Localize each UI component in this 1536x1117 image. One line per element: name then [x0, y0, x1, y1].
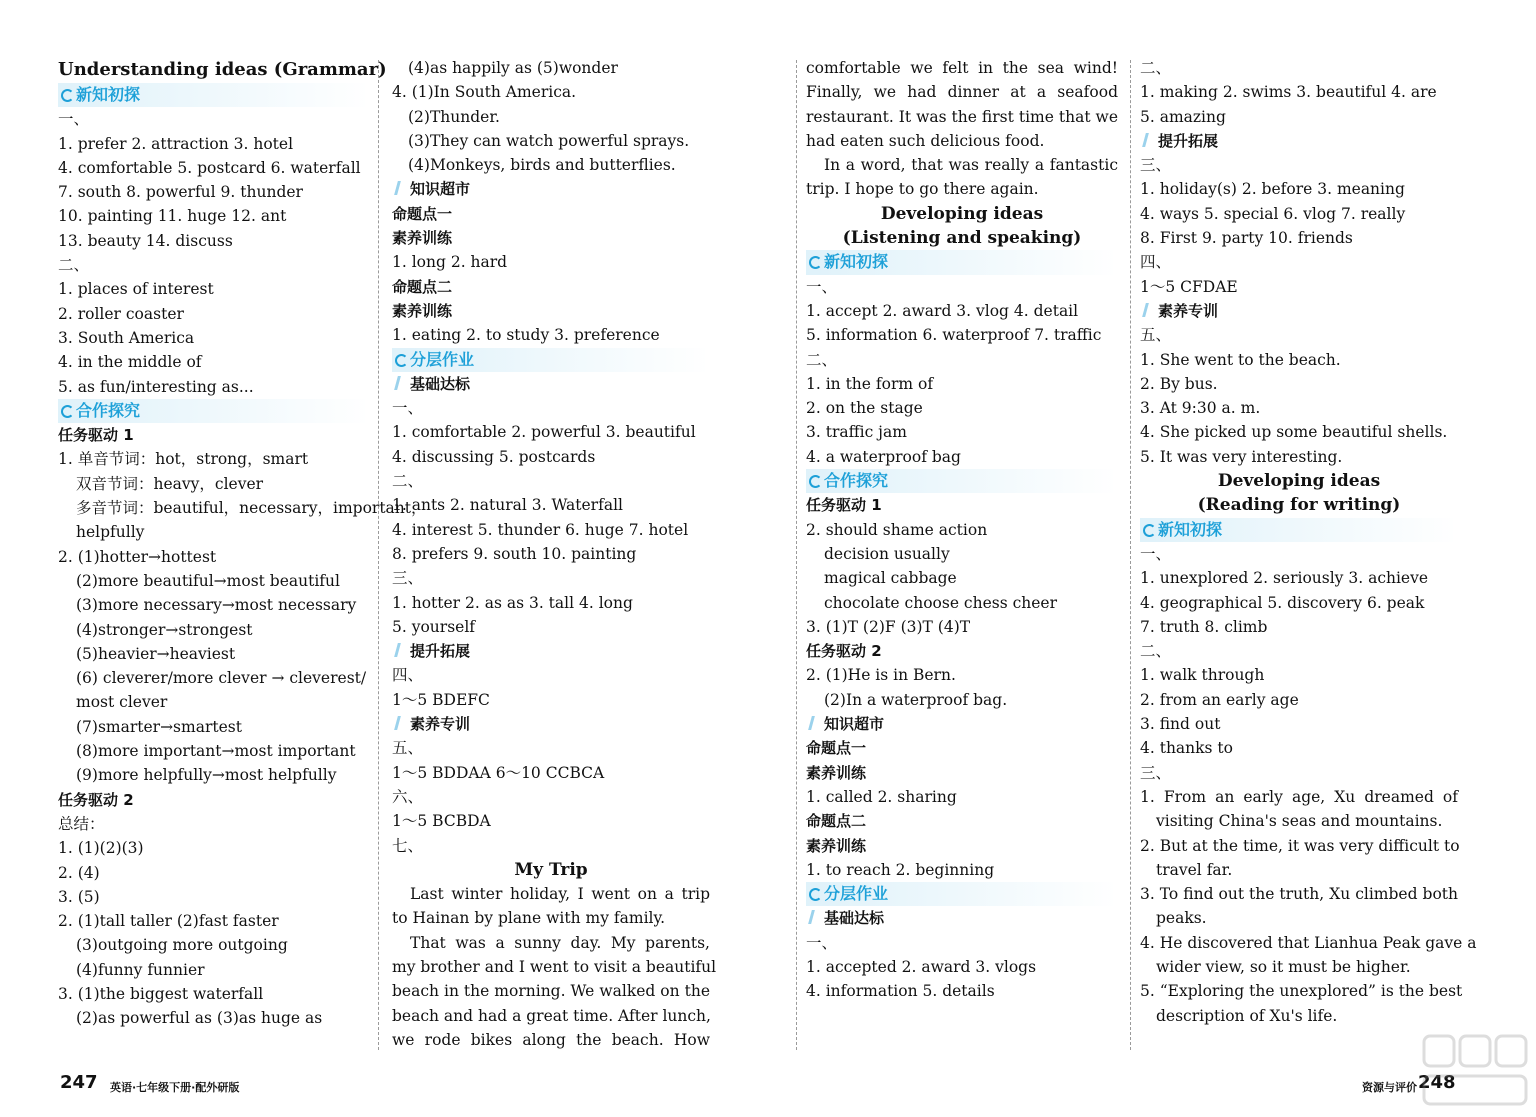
answer-line: That was a sunny day. My parents, — [410, 933, 710, 952]
task-label: 素养训练 — [392, 229, 453, 248]
answer-line: 总结： — [58, 814, 105, 833]
answer-line: 三、 — [1140, 156, 1172, 175]
answer-line: 三、 — [392, 569, 424, 588]
answer-line: 1. accepted 2. award 3. vlogs — [806, 957, 1037, 976]
answer-line: 一、 — [806, 933, 838, 952]
answer-line: 1. in the form of — [806, 374, 934, 393]
answer-line: had eaten such delicious food. — [806, 131, 1045, 150]
answer-line: chocolate choose chess cheer — [824, 593, 1058, 612]
page-number-right: 248 — [1418, 1072, 1456, 1093]
answer-line: restaurant. It was the first time that we — [806, 107, 1118, 126]
answer-line: Finally, we had dinner at a seafood — [806, 83, 1118, 102]
section-title: (Reading for writing) — [1197, 495, 1401, 516]
answer-line: 8. First 9. party 10. friends — [1140, 229, 1353, 248]
answer-line: visiting China's seas and mountains. — [1156, 812, 1443, 831]
answer-line: 1. to reach 2. beginning — [806, 860, 995, 879]
answer-line: In a word, that was really a fantastic — [824, 156, 1118, 175]
answer-line: 4. comfortable 5. postcard 6. waterfall — [58, 158, 361, 177]
answer-line: 3. South America — [58, 328, 195, 347]
answer-line: peaks. — [1156, 909, 1207, 928]
task-label: 命题点一 — [806, 739, 867, 758]
answer-column-2 — [392, 56, 717, 1052]
answer-line: 4. (1)In South America. — [392, 83, 577, 102]
answer-line: 一、 — [1140, 544, 1172, 563]
series-label: 资源与评价 — [1362, 1081, 1417, 1094]
answer-line: 1～5 CFDAE — [1140, 277, 1238, 296]
answer-line: 一、 — [58, 110, 90, 129]
column-divider — [1130, 60, 1131, 1050]
answer-line: description of Xu's life. — [1156, 1006, 1338, 1025]
answer-line: 3. (1)the biggest waterfall — [58, 984, 264, 1003]
answer-line: 二、 — [58, 256, 90, 275]
task-label: 素养训练 — [806, 836, 867, 855]
answer-line: 7. truth 8. climb — [1140, 617, 1268, 636]
answer-line: (6) cleverer/more clever → cleverest/ — [76, 669, 367, 688]
answer-line: 四、 — [392, 666, 424, 685]
answer-line: 4. geographical 5. discovery 6. peak — [1140, 593, 1425, 612]
answer-line: 2. (1)He is in Bern. — [806, 666, 956, 685]
section-heading: 合作探究 — [806, 469, 1118, 493]
answer-line: 2. (1)tall taller (2)fast faster — [58, 912, 279, 931]
answer-line: 七、 — [392, 836, 424, 855]
answer-line: (3)more necessary→most necessary — [76, 596, 357, 615]
answer-line: 5. amazing — [1140, 107, 1226, 126]
answer-line: 二、 — [806, 350, 838, 369]
answer-line: 二、 — [1140, 642, 1172, 661]
answer-column-4 — [1140, 56, 1477, 1028]
answer-line: (2)as powerful as (3)as huge as — [76, 1009, 323, 1028]
answer-line: 5. “Exploring the unexplored” is the best — [1140, 982, 1463, 1001]
section-title: (Listening and speaking) — [842, 228, 1082, 249]
section-heading: 合作探究 — [58, 399, 370, 423]
answer-line: (7)smarter→smartest — [76, 717, 242, 736]
answer-line: 4. information 5. details — [806, 982, 995, 1001]
answer-line: 8. prefers 9. south 10. painting — [392, 544, 637, 563]
answer-line: 1～5 BCBDA — [392, 812, 491, 831]
page-gutter — [796, 60, 797, 1050]
answer-line: (2)more beautiful→most beautiful — [76, 571, 340, 590]
subsection-heading: 素养专训 — [1140, 299, 1458, 323]
subsection-heading: 提升拓展 — [1140, 129, 1458, 153]
task-label: 任务驱动 2 — [58, 790, 134, 809]
answer-line: 5. as fun/interesting as... — [58, 377, 254, 396]
answer-line: 3. To find out the truth, Xu climbed both — [1140, 885, 1458, 904]
answer-line: 3. traffic jam — [806, 423, 907, 442]
subsection-heading: 提升拓展 — [392, 639, 710, 663]
subsection-heading: 素养专训 — [392, 712, 710, 736]
answer-line: 1. eating 2. to study 3. preference — [392, 326, 660, 345]
answer-line: (2)Thunder. — [408, 107, 500, 126]
task-label: 命题点一 — [392, 204, 453, 223]
answer-line: 4. She picked up some beautiful shells. — [1140, 423, 1448, 442]
answer-line: 1. (1)(2)(3) — [58, 839, 144, 858]
answer-line: 3. (1)T (2)F (3)T (4)T — [806, 617, 971, 636]
watermark-logo-icon — [1420, 1030, 1532, 1112]
answer-line: 2. But at the time, it was very difficult to — [1140, 836, 1460, 855]
section-heading: 分层作业 — [806, 882, 1118, 906]
answer-line: helpfully — [76, 523, 145, 542]
section-title: Understanding ideas (Grammar) — [58, 59, 387, 80]
answer-line: 一、 — [806, 277, 838, 296]
subsection-heading: 知识超市 — [806, 712, 1118, 736]
answer-line: 3. find out — [1140, 715, 1221, 734]
answer-line: 1. holiday(s) 2. before 3. meaning — [1140, 180, 1405, 199]
answer-line: most clever — [76, 693, 168, 712]
answer-line: 5. yourself — [392, 617, 476, 636]
answer-line: 4. thanks to — [1140, 739, 1233, 758]
answer-line: 4. a waterproof bag — [806, 447, 961, 466]
answer-line: 2. from an early age — [1140, 690, 1299, 709]
answer-line: (2)In a waterproof bag. — [824, 690, 1008, 709]
column-divider — [378, 60, 379, 1050]
answer-line: (4)stronger→strongest — [76, 620, 253, 639]
answer-line: 五、 — [392, 739, 424, 758]
answer-line: 4. in the middle of — [58, 353, 202, 372]
answer-line: to Hainan by plane with my family. — [392, 909, 666, 928]
answer-line: my brother and I went to visit a beautiful — [392, 957, 717, 976]
answer-line: 六、 — [392, 787, 424, 806]
section-heading: 分层作业 — [392, 348, 710, 372]
answer-line: 10. painting 11. huge 12. ant — [58, 207, 287, 226]
answer-line: 多音节词：beautiful，necessary，important， — [76, 499, 427, 518]
answer-line: we rode bikes along the beach. How — [392, 1030, 710, 1049]
answer-line: (3)outgoing more outgoing — [76, 936, 288, 955]
task-label: 任务驱动 1 — [58, 426, 134, 445]
answer-line: 1. making 2. swims 3. beautiful 4. are — [1140, 83, 1437, 102]
answer-line: 2. should shame action — [806, 520, 988, 539]
answer-line: (4)funny funnier — [76, 960, 205, 979]
section-heading: 新知初探 — [806, 250, 1118, 274]
answer-line: 1. hotter 2. as as 3. tall 4. long — [392, 593, 633, 612]
answer-line: (4)as happily as (5)wonder — [408, 59, 618, 77]
answer-line: 1. walk through — [1140, 666, 1265, 685]
task-label: 任务驱动 1 — [806, 496, 882, 515]
answer-line: 1. 单音节词：hot，strong，smart — [58, 450, 309, 469]
section-heading: 新知初探 — [1140, 518, 1458, 542]
answer-line: 3. (5) — [58, 887, 100, 906]
section-title: My Trip — [514, 859, 588, 880]
answer-line: comfortable we felt in the sea wind! — [806, 59, 1118, 77]
answer-line: (9)more helpfully→most helpfully — [76, 766, 337, 785]
answer-line: 1. places of interest — [58, 280, 214, 299]
answer-line: 1. unexplored 2. seriously 3. achieve — [1140, 569, 1429, 588]
answer-line: 1. accept 2. award 3. vlog 4. detail — [806, 301, 1079, 320]
answer-line: (4)Monkeys, birds and butterflies. — [408, 156, 676, 175]
answer-line: 5. information 6. waterproof 7. traffic — [806, 326, 1102, 345]
section-title: Developing ideas — [880, 203, 1044, 224]
section-title: Developing ideas — [1217, 471, 1381, 492]
answer-line: 4. He discovered that Lianhua Peak gave a — [1140, 933, 1477, 952]
answer-line: 2. roller coaster — [58, 304, 184, 323]
answer-line: (8)more important→most important — [76, 742, 356, 761]
answer-line: 五、 — [1140, 326, 1172, 345]
answer-line: 二、 — [392, 472, 424, 491]
answer-line: 13. beauty 14. discuss — [58, 231, 233, 250]
book-label: 英语·七年级下册·配外研版 — [110, 1081, 240, 1094]
subsection-heading: 知识超市 — [392, 177, 710, 201]
answer-line: (5)heavier→heaviest — [76, 644, 236, 663]
page-number-left: 247 — [60, 1072, 98, 1093]
answer-line: magical cabbage — [824, 569, 957, 588]
answer-line: decision usually — [824, 544, 950, 563]
answer-line: 2. (4) — [58, 863, 100, 882]
answer-line: 4. discussing 5. postcards — [392, 447, 596, 466]
subsection-heading: 基础达标 — [806, 906, 1118, 930]
answer-line: beach in the morning. We walked on the — [392, 982, 710, 1001]
task-label: 命题点二 — [392, 277, 453, 296]
answer-line: 3. At 9:30 a. m. — [1140, 399, 1261, 418]
answer-line: 1. prefer 2. attraction 3. hotel — [58, 134, 294, 153]
answer-column-3 — [806, 56, 1118, 1004]
task-label: 素养训练 — [806, 763, 867, 782]
answer-line: 1. ants 2. natural 3. Waterfall — [392, 496, 623, 515]
answer-line: 1. called 2. sharing — [806, 787, 957, 806]
answer-line: 1. She went to the beach. — [1140, 350, 1341, 369]
answer-line: (3)They can watch powerful sprays. — [408, 131, 690, 150]
answer-line: 1. From an early age, Xu dreamed of — [1140, 787, 1458, 806]
answer-line: 三、 — [1140, 763, 1172, 782]
answer-line: 1～5 BDEFC — [392, 690, 490, 709]
section-heading: 新知初探 — [58, 83, 370, 107]
task-label: 任务驱动 2 — [806, 642, 882, 661]
answer-line: 双音节词：heavy，clever — [76, 474, 264, 493]
task-label: 命题点二 — [806, 812, 867, 831]
answer-line: 2. on the stage — [806, 399, 923, 418]
answer-line: trip. I hope to go there again. — [806, 180, 1039, 199]
answer-line: 1. long 2. hard — [392, 253, 508, 272]
task-label: 素养训练 — [392, 301, 453, 320]
answer-line: 7. south 8. powerful 9. thunder — [58, 183, 303, 202]
answer-line: 二、 — [1140, 59, 1172, 77]
answer-line: 1. comfortable 2. powerful 3. beautiful — [392, 423, 696, 442]
answer-line: 2. By bus. — [1140, 374, 1218, 393]
answer-line: travel far. — [1156, 860, 1233, 879]
answer-line: beach and had a great time. After lunch, — [392, 1006, 711, 1025]
answer-line: 4. interest 5. thunder 6. huge 7. hotel — [392, 520, 689, 539]
answer-line: 5. It was very interesting. — [1140, 447, 1343, 466]
answer-line: wider view, so it must be higher. — [1156, 957, 1411, 976]
subsection-heading: 基础达标 — [392, 372, 710, 396]
answer-line: 一、 — [392, 399, 424, 418]
answer-line: 1～5 BDDAA 6～10 CCBCA — [392, 763, 605, 782]
answer-line: 4. ways 5. special 6. vlog 7. really — [1140, 204, 1406, 223]
answer-line: 四、 — [1140, 253, 1172, 272]
answer-line: Last winter holiday, I went on a trip — [410, 885, 710, 904]
answer-line: 2. (1)hotter→hottest — [58, 547, 217, 566]
